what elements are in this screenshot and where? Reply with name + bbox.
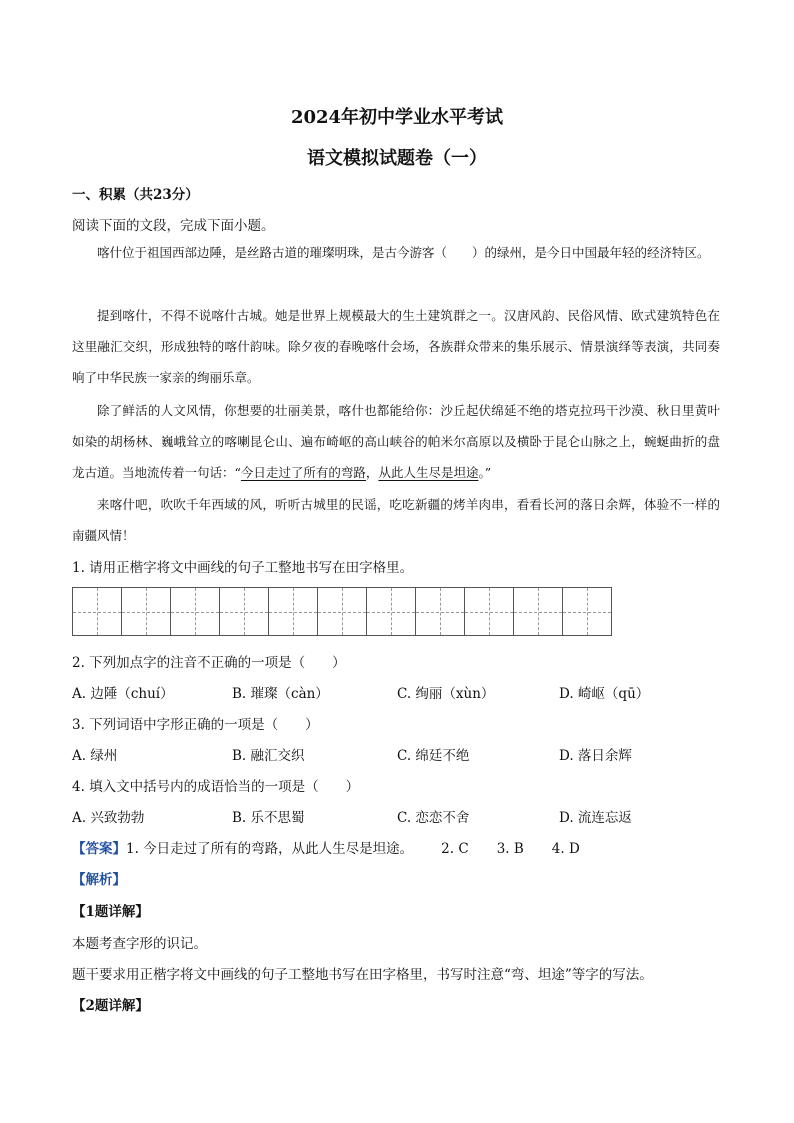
option-d[interactable]: D. 崎岖（qū） xyxy=(559,686,650,702)
answer-2: 2. C xyxy=(441,841,469,857)
option-b[interactable]: B. 乐不思蜀 xyxy=(232,810,305,826)
reading-instruction: 阅读下面的文段，完成下面小题。 xyxy=(72,218,275,234)
option-c[interactable]: C. 恋恋不舍 xyxy=(397,810,470,826)
detail-heading-2: 【2题详解】 xyxy=(72,998,149,1014)
grid-cell[interactable] xyxy=(220,588,269,635)
question-4: 4. 填入文中括号内的成语恰当的一项是（ ） xyxy=(72,779,360,795)
answer-1: 1. 今日走过了所有的弯路，从此人生尽是坦途。 xyxy=(126,841,414,857)
option-c[interactable]: C. 绚丽（xùn） xyxy=(397,686,495,702)
analysis-text-1: 本题考查字形的识记。 xyxy=(72,936,207,952)
detail-heading-1: 【1题详解】 xyxy=(72,904,149,920)
p3-comma: ， xyxy=(365,465,379,480)
answer-tag: 【答案】 xyxy=(72,841,126,857)
passage-paragraph-1: 喀什位于祖国西部边陲，是丝路古道的璀璨明珠，是古今游客（ ）的绿州，是今日中国最年轻的经济特区。 xyxy=(97,245,710,260)
grid-cell[interactable] xyxy=(514,588,563,635)
option-c[interactable]: C. 绵廷不绝 xyxy=(397,748,470,764)
underlined-sentence-2: 从此人生尽是坦途 xyxy=(378,465,479,480)
grid-cell[interactable] xyxy=(122,588,171,635)
option-a[interactable]: A. 绿州 xyxy=(72,748,118,764)
exam-title: 2024年初中学业水平考试 xyxy=(290,107,504,128)
answer-4: 4. D xyxy=(551,841,580,857)
grid-cell[interactable] xyxy=(563,588,611,635)
grid-cell[interactable] xyxy=(367,588,416,635)
grid-cell[interactable] xyxy=(73,588,122,635)
answer-3: 3. B xyxy=(496,841,524,857)
option-a[interactable]: A. 兴致勃勃 xyxy=(72,810,145,826)
grid-cell[interactable] xyxy=(269,588,318,635)
analysis-text-2: 题干要求用正楷字将文中画线的句子工整地书写在田字格里，书写时注意“弯、坦途”等字的写法。 xyxy=(72,967,653,983)
section-heading: 一、积累（共23分） xyxy=(72,187,199,203)
grid-cell[interactable] xyxy=(416,588,465,635)
option-d[interactable]: D. 落日余辉 xyxy=(559,748,632,764)
option-a[interactable]: A. 边陲（chuí） xyxy=(72,686,174,702)
grid-cell[interactable] xyxy=(318,588,367,635)
answer-line xyxy=(72,837,580,857)
option-b[interactable]: B. 融汇交织 xyxy=(232,748,305,764)
p3-text: 除了鲜活的人文风情，你想要的壮丽美景，喀什也都能给你：沙丘起伏绵延不绝的塔克拉玛干沙漠、秋日里黄叶如染的胡杨林、巍峨耸立的喀喇昆仑山、遍布崎岖的高山峡谷的帕米尔高原以及横卧于昆仑山脉之上，蜿蜒曲折的盘龙古道。当地流传着一句话：“ xyxy=(72,403,720,480)
exam-subtitle: 语文模拟试题卷（一） xyxy=(307,148,487,169)
grid-cell[interactable] xyxy=(465,588,514,635)
question-1: 1. 请用正楷字将文中画线的句子工整地书写在田字格里。 xyxy=(72,560,414,576)
analysis-tag: 【解析】 xyxy=(72,872,126,888)
tianzige-grid[interactable] xyxy=(72,587,612,636)
underlined-sentence-1: 今日走过了所有的弯路 xyxy=(240,465,366,480)
question-2: 2. 下列加点字的注音不正确的一项是（ ） xyxy=(72,655,346,671)
passage-paragraph-2: 提到喀什，不得不说喀什古城。她是世界上规模最大的生土建筑群之一。汉唐风韵、民俗风情、欧式建筑特色在这里融汇交织，形成独特的喀什韵味。除夕夜的春晚喀什会场，各族群众带来的集乐展示、情景演绎等表演，共同奏响了中华民族一家亲的绚丽乐章。 xyxy=(72,308,720,385)
passage-paragraph-4: 来喀什吧，吹吹千年西域的风，听听古城里的民谣，吃吃新疆的烤羊肉串，看看长河的落日余辉，体验不一样的南疆风情！ xyxy=(72,497,720,543)
passage-paragraph-3 xyxy=(72,395,720,488)
grid-cell[interactable] xyxy=(171,588,220,635)
option-d[interactable]: D. 流连忘返 xyxy=(559,810,632,826)
p3-end: 。” xyxy=(478,465,492,480)
question-3: 3. 下列词语中字形正确的一项是（ ） xyxy=(72,717,319,733)
option-b[interactable]: B. 璀璨（càn） xyxy=(232,686,329,702)
